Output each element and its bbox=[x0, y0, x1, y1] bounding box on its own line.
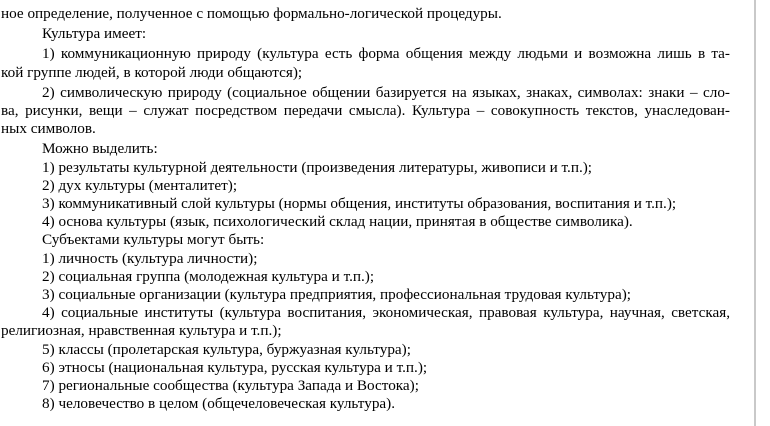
subjects-item-5: 5) классы (пролетарская культура, буржуазная культура); bbox=[42, 341, 411, 358]
continuation-line: ное определение, полученное с помощью формально-логической процедуры. bbox=[1, 5, 502, 22]
culture-has-heading: Культура имеет: bbox=[42, 25, 147, 42]
culture-has-item-1-line-2: кой группе людей, в которой люди общаются); bbox=[1, 64, 303, 81]
can-distinguish-item-1: 1) результаты культурной деятельности (произведения литературы, живописи и т.п.); bbox=[42, 159, 593, 176]
subjects-heading: Субъектами культуры могут быть: bbox=[42, 231, 265, 248]
culture-has-item-2-line-3: ных символов. bbox=[1, 120, 96, 137]
subjects-item-4-line-1: 4) социальные институты (культура воспитания, экономическая, правовая культура, научная, светская, bbox=[42, 304, 730, 321]
subjects-item-7: 7) региональные сообщества (культура Запада и Востока); bbox=[42, 377, 419, 394]
subjects-item-1: 1) личность (культура личности); bbox=[42, 250, 258, 267]
subjects-item-4-line-2: религиозная, нравственная культура и т.п.); bbox=[1, 322, 282, 339]
culture-has-item-2-line-2: ва, рисунки, вещи – служат посредством передачи смысла). Культура – совокупность текстов, унаследован- bbox=[1, 102, 730, 119]
subjects-item-6: 6) этносы (национальная культура, русская культура и т.п.); bbox=[42, 359, 428, 376]
subjects-item-3: 3) социальные организации (культура предприятия, профессиональная трудовая культура); bbox=[42, 286, 631, 303]
page-edge-divider bbox=[754, 0, 770, 426]
culture-has-item-1-line-1: 1) коммуникационную природу (культура есть форма общения между людьми и возможна лишь в та- bbox=[42, 45, 730, 62]
can-distinguish-item-2: 2) дух культуры (менталитет); bbox=[42, 177, 238, 194]
culture-has-item-2-line-1: 2) символическую природу (социальное общении базируется на языках, знаках, символах: знаки – сло- bbox=[42, 84, 730, 101]
subjects-item-8: 8) человечество в целом (общечеловеческая культура). bbox=[42, 395, 396, 412]
can-distinguish-item-3: 3) коммуникативный слой культуры (нормы общения, институты образования, воспитания и т.п.); bbox=[42, 195, 677, 212]
subjects-item-2: 2) социальная группа (молодежная культура и т.п.); bbox=[42, 268, 375, 285]
can-distinguish-heading: Можно выделить: bbox=[42, 140, 158, 157]
can-distinguish-item-4: 4) основа культуры (язык, психологический склад нации, принятая в обществе символика). bbox=[42, 213, 633, 230]
